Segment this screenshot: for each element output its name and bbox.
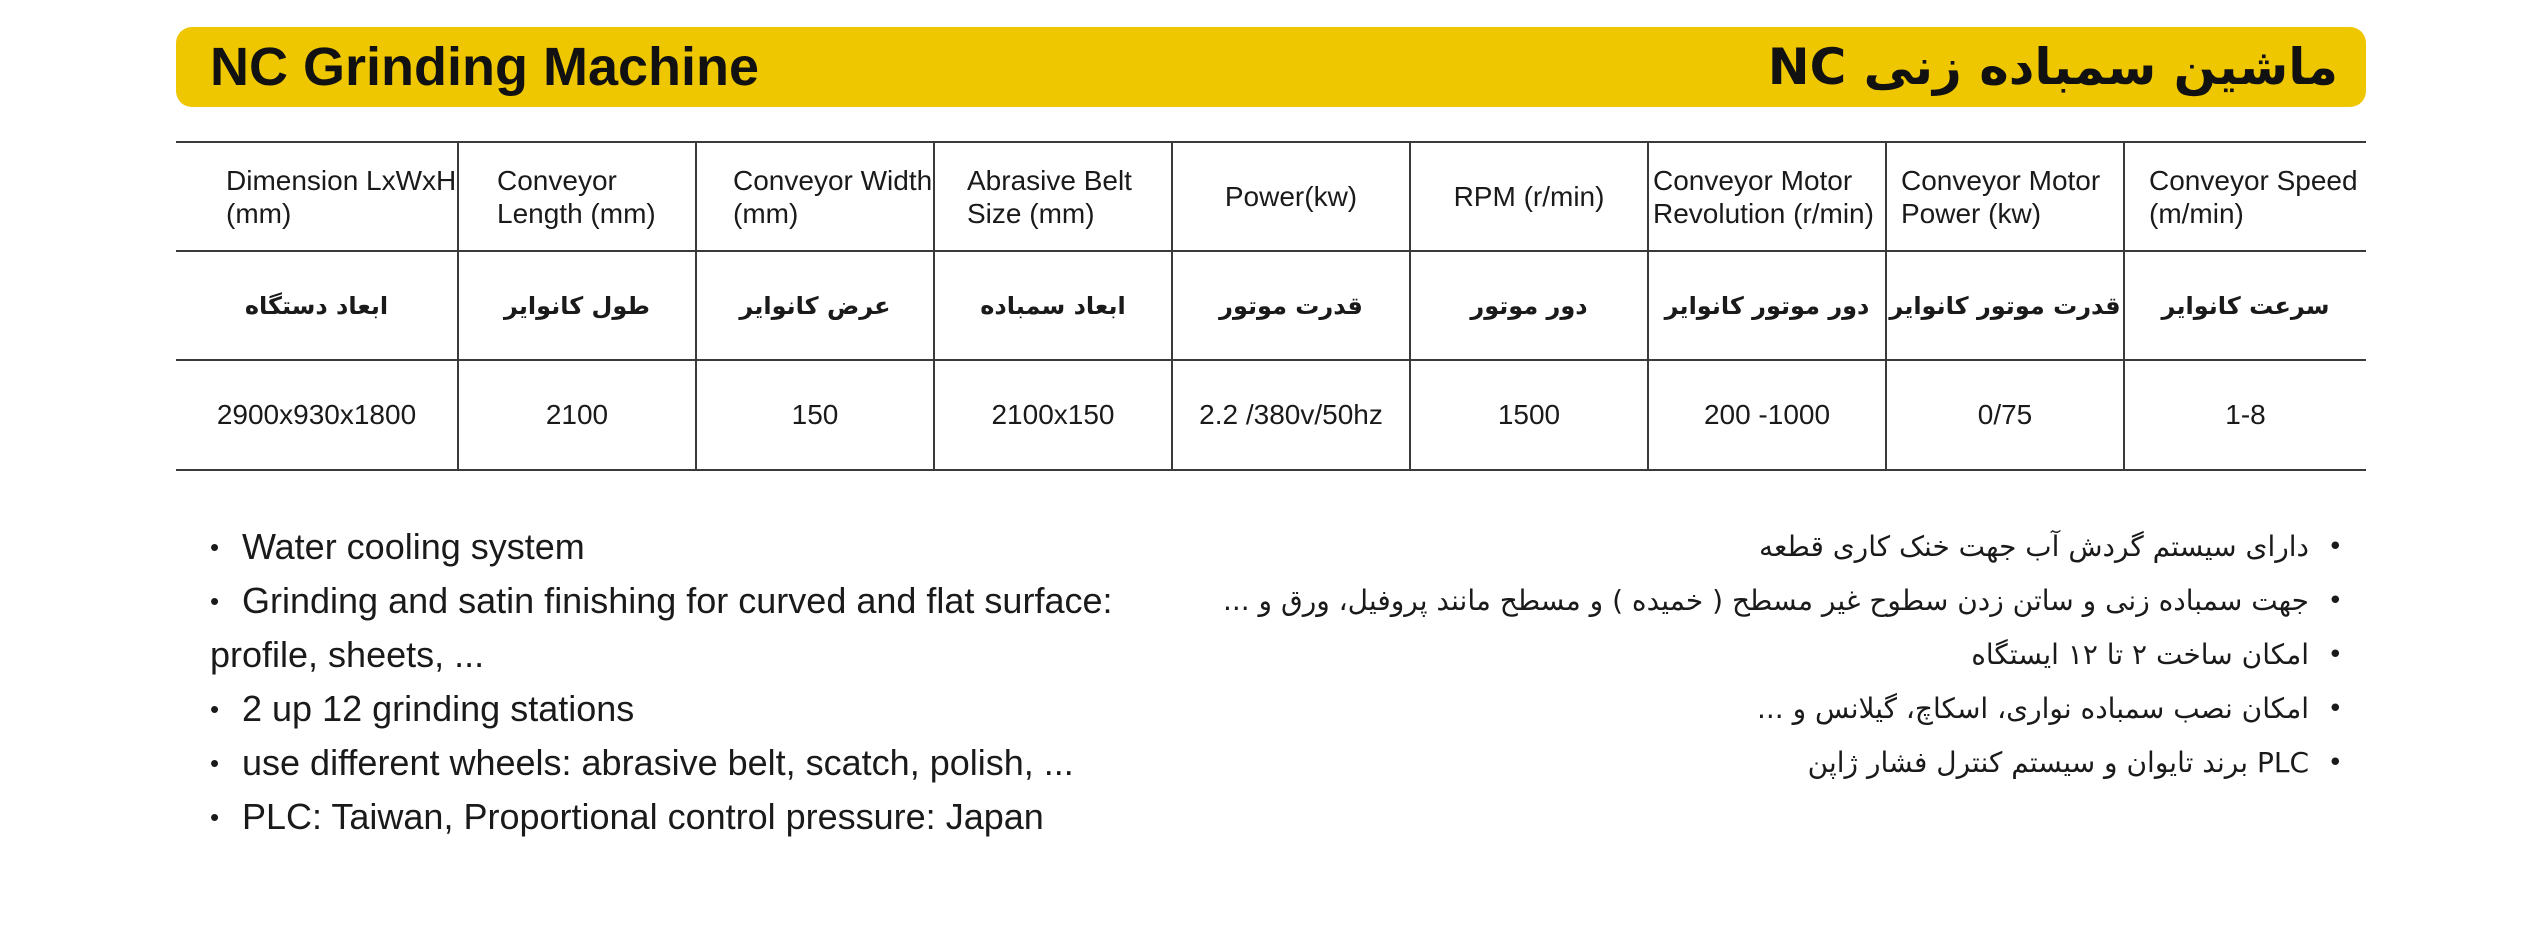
feature-text: 2 up 12 grinding stations bbox=[242, 688, 635, 729]
header-fa-dimension: ابعاد دستگاه bbox=[176, 251, 458, 360]
feature-item bbox=[210, 520, 1210, 574]
header-fa-conveyor-speed: سرعت کانوایر bbox=[2124, 251, 2366, 360]
header-row-persian bbox=[176, 251, 2366, 360]
value-dimension: 2900x930x1800 bbox=[176, 360, 458, 470]
feature-text: Grinding and satin finishing for curved and flat surface: bbox=[242, 580, 1113, 621]
feature-item-fa: • امکان ساخت ۲ تا ۱۲ ایستگاه bbox=[1193, 628, 2343, 682]
value-conveyor-length: 2100 bbox=[458, 360, 696, 470]
header-dimension: Dimension LxWxH (mm) bbox=[226, 164, 457, 229]
header-power: Power(kw) bbox=[1224, 181, 1358, 212]
header-conveyor-motor-revolution: Conveyor Motor Revolution (r/min) bbox=[1653, 164, 1874, 229]
header-cell bbox=[458, 142, 696, 251]
header-conveyor-motor-power: Conveyor Motor Power (kw) bbox=[1901, 164, 2101, 229]
feature-item bbox=[210, 574, 1210, 682]
header-fa-power: قدرت موتور bbox=[1172, 251, 1410, 360]
header-cell bbox=[176, 142, 458, 251]
header-cell bbox=[2124, 142, 2366, 251]
header-row-english bbox=[176, 142, 2366, 251]
header-rpm: RPM (r/min) bbox=[1453, 181, 1605, 212]
feature-item-fa: • جهت سمباده زنی و ساتن زدن سطوح غیر مسطح ( خمیده ) و مسطح مانند پروفیل، ورق و ... bbox=[1193, 574, 2343, 628]
features-list-persian bbox=[1193, 520, 2343, 790]
header-conveyor-length: Conveyor Length (mm) bbox=[497, 164, 656, 229]
value-conveyor-motor-revolution: 200 -1000 bbox=[1648, 360, 1886, 470]
header-cell bbox=[934, 142, 1172, 251]
feature-text: use different wheels: abrasive belt, scatch, polish, ... bbox=[242, 742, 1074, 783]
header-fa-conveyor-motor-power: قدرت موتور کانوایر bbox=[1886, 251, 2124, 360]
value-conveyor-speed: 1-8 bbox=[2124, 360, 2366, 470]
header-cell bbox=[1410, 142, 1648, 251]
feature-item bbox=[210, 682, 1210, 736]
value-power: 2.2 /380v/50hz bbox=[1172, 360, 1410, 470]
header-fa-rpm: دور موتور bbox=[1410, 251, 1648, 360]
header-abrasive-belt-size: Abrasive Belt Size (mm) bbox=[967, 164, 1132, 229]
header-cell bbox=[1172, 142, 1410, 251]
feature-text-continuation: profile, sheets, ... bbox=[210, 634, 485, 675]
title-english: NC Grinding Machine bbox=[210, 37, 760, 97]
feature-item bbox=[210, 736, 1210, 790]
header-fa-abrasive-size: ابعاد سمباده bbox=[934, 251, 1172, 360]
title-persian: ماشین سمباده زنی NC bbox=[1767, 38, 2338, 96]
feature-item bbox=[210, 790, 1210, 844]
title-banner bbox=[176, 27, 2366, 107]
feature-item-fa: • امکان نصب سمباده نواری، اسکاچ، گیلانس و ... bbox=[1193, 682, 2343, 736]
header-cell bbox=[1886, 142, 2124, 251]
header-fa-conveyor-motor-revolution: دور موتور کانوایر bbox=[1648, 251, 1886, 360]
values-row bbox=[176, 360, 2366, 470]
header-conveyor-speed: Conveyor Speed (m/min) bbox=[2149, 164, 2358, 229]
specifications-table bbox=[176, 141, 2366, 471]
feature-text: Water cooling system bbox=[242, 526, 585, 567]
feature-item-fa: • دارای سیستم گردش آب جهت خنک کاری قطعه bbox=[1193, 520, 2343, 574]
value-abrasive-belt-size: 2100x150 bbox=[934, 360, 1172, 470]
value-conveyor-motor-power: 0/75 bbox=[1886, 360, 2124, 470]
header-cell bbox=[696, 142, 934, 251]
feature-item-fa: • PLC برند تایوان و سیستم کنترل فشار ژاپن bbox=[1193, 736, 2343, 790]
header-conveyor-width: Conveyor Width (mm) bbox=[733, 164, 933, 229]
value-rpm: 1500 bbox=[1410, 360, 1648, 470]
features-list-english bbox=[210, 520, 1210, 844]
header-fa-conveyor-width: عرض کانوایر bbox=[696, 251, 934, 360]
header-fa-conveyor-length: طول کانوایر bbox=[458, 251, 696, 360]
feature-text: PLC: Taiwan, Proportional control pressure: Japan bbox=[242, 796, 1044, 837]
header-cell bbox=[1648, 142, 1886, 251]
value-conveyor-width: 150 bbox=[696, 360, 934, 470]
